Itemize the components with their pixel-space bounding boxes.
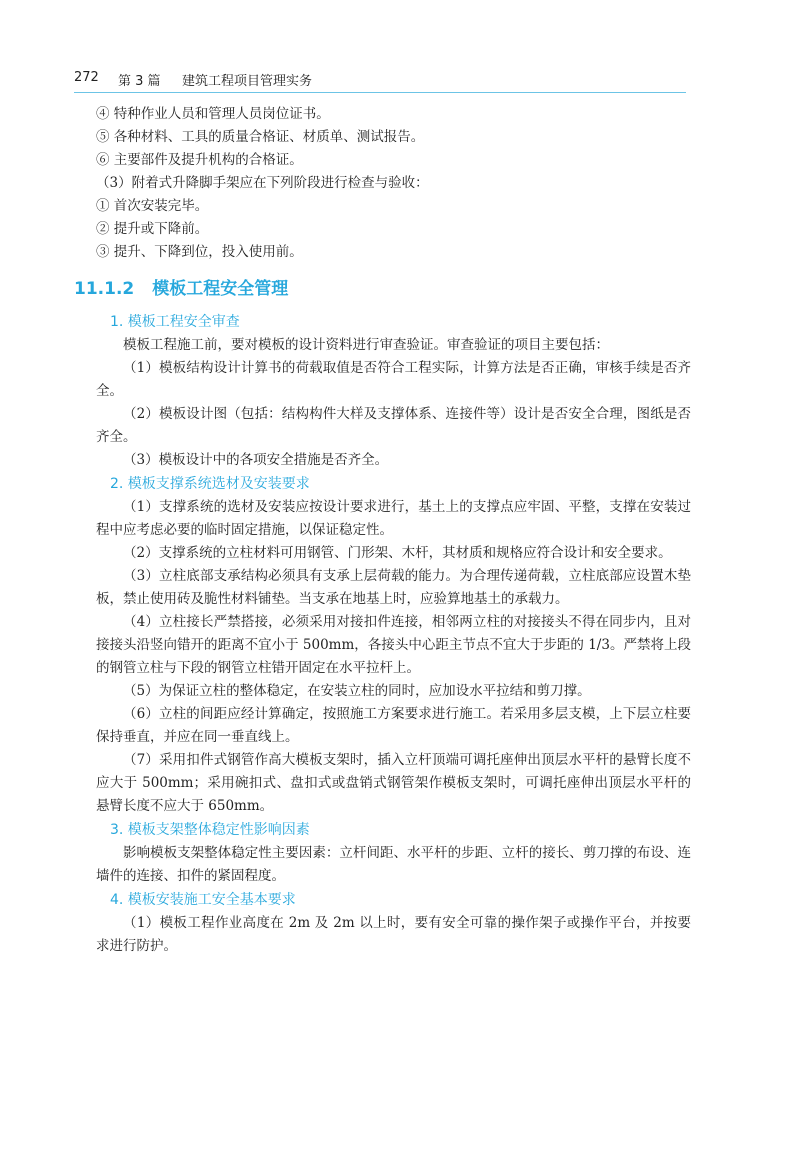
paragraph: （4）立柱接长严禁搭接，必须采用对接扣件连接，相邻两立柱的对接接头不得在同步内，且对接接头沿竖向错开的距离不宜小于 500mm，各接头中心距主节点不宜大于步距的 1/3。严禁将上段的钢管立柱与下段的钢管立柱错开固定在水平拉杆上。 — [96, 614, 691, 676]
section-title: 模板工程安全管理 — [152, 279, 289, 299]
paragraph: （5）为保证立柱的整体稳定，在安装立柱的同时，应加设水平拉结和剪刀撑。 — [123, 683, 591, 699]
main-content — [74, 103, 691, 958]
list-item: （3）附着式升降脚手架应在下列阶段进行检查与验收： — [96, 175, 429, 191]
list-item: ③ 提升、下降到位，投入使用前。 — [96, 244, 303, 260]
page-number: 272 — [74, 70, 99, 85]
paragraph: （1）模板结构设计计算书的荷载取值是否符合工程实际，计算方法是否正确，审核手续是否齐全。 — [96, 360, 691, 399]
paragraph: （1）模板工程作业高度在 2m 及 2m 以上时，要有安全可靠的操作架子或操作平台，并按要求进行防护。 — [96, 915, 691, 954]
subsection-heading-2: 2. 模板支撑系统选材及安装要求 — [110, 476, 310, 492]
paragraph: （2）支撑系统的立柱材料可用钢管、门形架、木杆，其材质和规格应符合设计和安全要求。 — [123, 545, 672, 561]
list-item: ① 首次安装完毕。 — [96, 198, 209, 214]
subsection-heading-3: 3. 模板支架整体稳定性影响因素 — [110, 822, 310, 838]
paragraph: （2）模板设计图（包括：结构构件大样及支撑体系、连接件等）设计是否安全合理，图纸是否齐全。 — [96, 406, 691, 445]
part-label: 第 3 篇 — [118, 74, 161, 89]
subsection-heading-4: 4. 模板安装施工安全基本要求 — [110, 892, 296, 908]
section-number: 11.1.2 — [74, 279, 135, 299]
list-item: ⑥ 主要部件及提升机构的合格证。 — [96, 152, 303, 168]
paragraph: （3）立柱底部支承结构必须具有支承上层荷载的能力。为合理传递荷载，立柱底部应设置木垫板，禁止使用砖及脆性材料铺垫。当支承在地基上时，应验算地基土的承载力。 — [96, 568, 691, 607]
section-heading — [74, 274, 691, 304]
paragraph: （7）采用扣件式钢管作高大模板支架时，插入立杆顶端可调托座伸出顶层水平杆的悬臂长度不应大于 500mm；采用碗扣式、盘扣式或盘销式钢管架作模板支架时，可调托座伸出顶层水平杆的悬臂长度不应大于 650mm。 — [96, 752, 691, 814]
paragraph: （6）立柱的间距应经计算确定，按照施工方案要求进行施工。若采用多层支模，上下层立柱要保持垂直，并应在同一垂直线上。 — [96, 706, 691, 745]
paragraph: （1）支撑系统的选材及安装应按设计要求进行，基土上的支撑点应牢固、平整，支撑在安装过程中应考虑必要的临时固定措施，以保证稳定性。 — [96, 499, 691, 538]
header-rule — [74, 92, 686, 93]
header-subtitle: 建筑工程项目管理实务 — [182, 74, 313, 89]
list-item: ④ 特种作业人员和管理人员岗位证书。 — [96, 106, 330, 122]
running-header — [74, 68, 686, 90]
paragraph: 模板工程施工前，要对模板的设计资料进行审查验证。审查验证的项目主要包括： — [123, 337, 609, 353]
paragraph: （3）模板设计中的各项安全措施是否齐全。 — [123, 452, 389, 468]
paragraph: 影响模板支架整体稳定性主要因素：立杆间距、水平杆的步距、立杆的接长、剪刀撑的布设、连墙件的连接、扣件的紧固程度。 — [96, 845, 691, 884]
list-item: ② 提升或下降前。 — [96, 221, 209, 237]
subsection-heading-1: 1. 模板工程安全审查 — [110, 314, 240, 330]
list-item: ⑤ 各种材料、工具的质量合格证、材质单、测试报告。 — [96, 129, 425, 145]
